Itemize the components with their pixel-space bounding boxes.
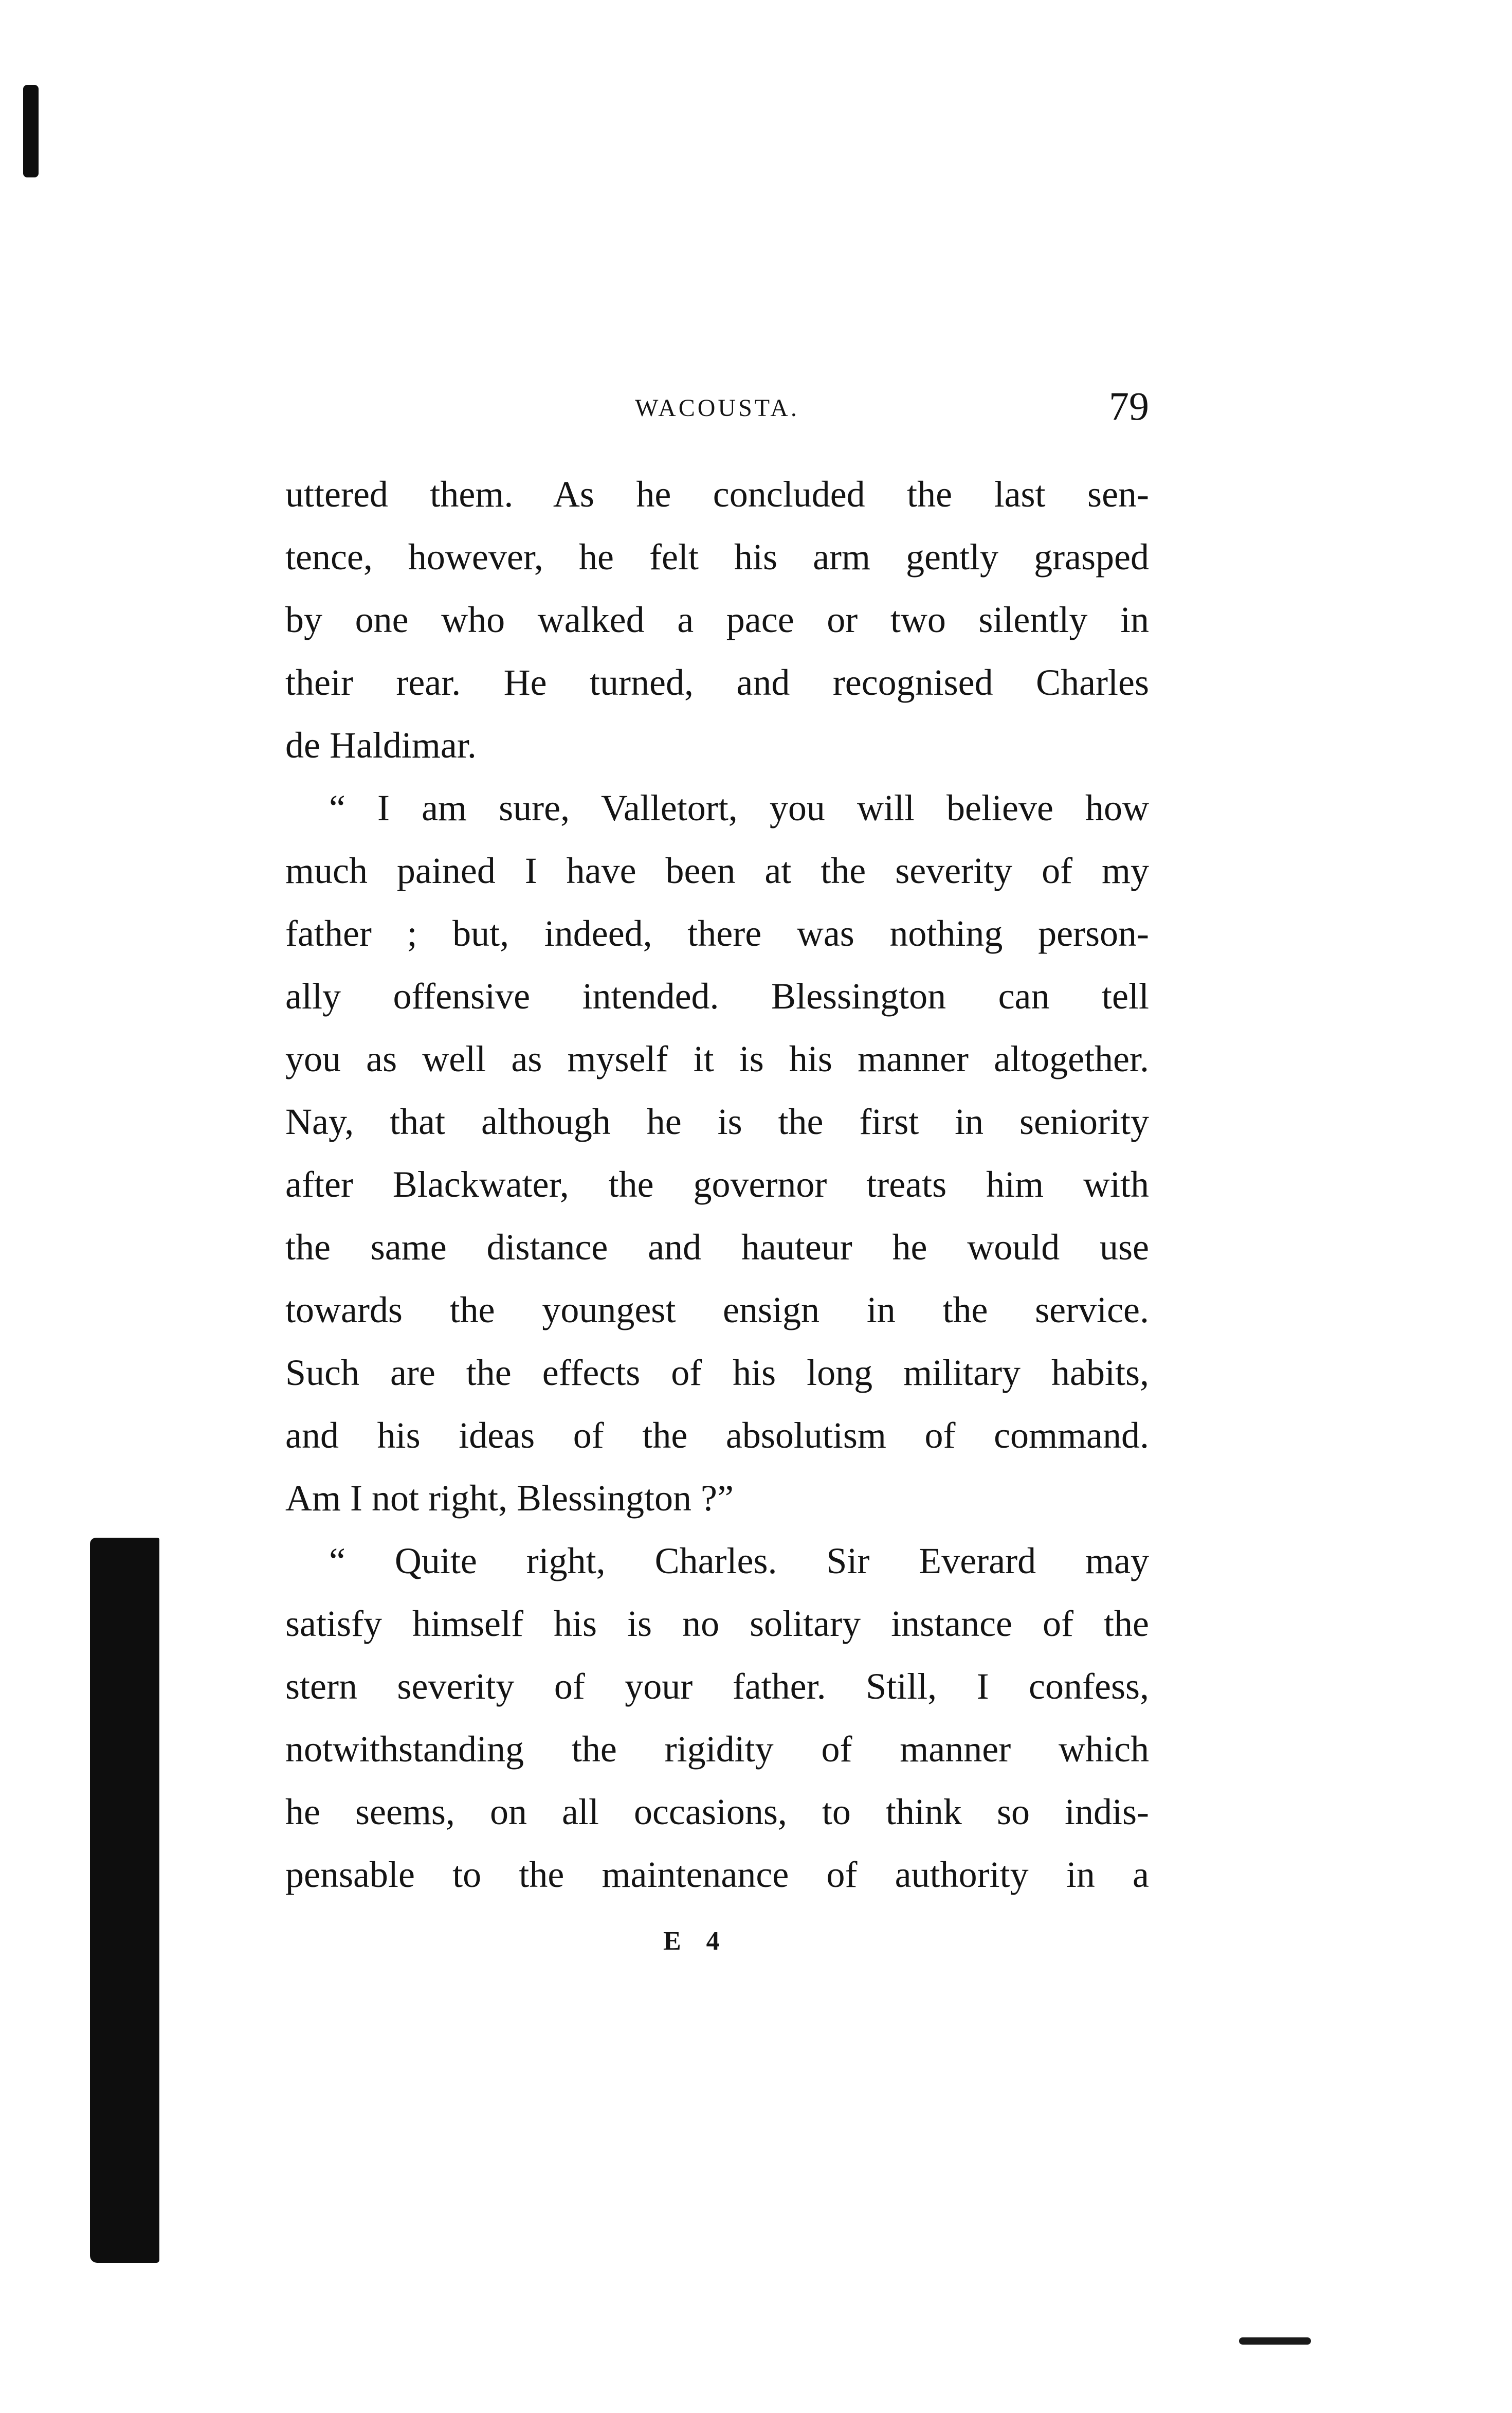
text-line: notwithstanding the rigidity of manner which: [285, 1728, 1149, 1770]
text-line: much pained I have been at the severity of my: [285, 850, 1149, 891]
text-line: the same distance and hauteur he would use: [285, 1227, 1149, 1268]
text-line: towards the youngest ensign in the service.: [285, 1289, 1149, 1330]
text-line: father ; but, indeed, there was nothing person-: [285, 913, 1149, 954]
body-text: [285, 463, 1149, 1906]
text-line: their rear. He turned, and recognised Charles: [285, 662, 1149, 703]
signature-mark: E 4: [663, 1926, 729, 1956]
text-line: Am I not right, Blessington ?”: [285, 1478, 734, 1519]
page-number: 79: [1109, 384, 1149, 428]
text-line: by one who walked a pace or two silently in: [285, 599, 1149, 640]
text-line: uttered them. As he concluded the last sen-: [285, 474, 1149, 515]
text-line: Nay, that although he is the first in seniority: [285, 1101, 1149, 1142]
text-line: and his ideas of the absolutism of command.: [285, 1415, 1149, 1456]
text-line: pensable to the maintenance of authority in a: [285, 1854, 1149, 1895]
text-line: Such are the effects of his long military habits,: [285, 1352, 1149, 1393]
text-line: ally offensive intended. Blessington can tell: [285, 976, 1149, 1017]
scan-binding-mark: [23, 85, 39, 177]
text-line: stern severity of your father. Still, I confess,: [285, 1666, 1149, 1707]
text-line: “ I am sure, Valletort, you will believe how: [329, 787, 1149, 829]
scan-edge-mark: [1239, 2337, 1311, 2345]
text-line: “ Quite right, Charles. Sir Everard may: [329, 1540, 1149, 1581]
text-line: you as well as myself it is his manner altogether.: [285, 1038, 1149, 1079]
text-line: de Haldimar.: [285, 725, 477, 766]
running-head: [285, 381, 1149, 437]
scan-binding-shadow: [90, 1538, 159, 2263]
text-line: tence, however, he felt his arm gently grasped: [285, 536, 1149, 578]
text-line: he seems, on all occasions, to think so indis-: [285, 1791, 1149, 1832]
running-title: WACOUSTA.: [635, 394, 799, 422]
text-line: after Blackwater, the governor treats him with: [285, 1164, 1149, 1205]
text-line: satisfy himself his is no solitary instance of the: [285, 1603, 1149, 1644]
